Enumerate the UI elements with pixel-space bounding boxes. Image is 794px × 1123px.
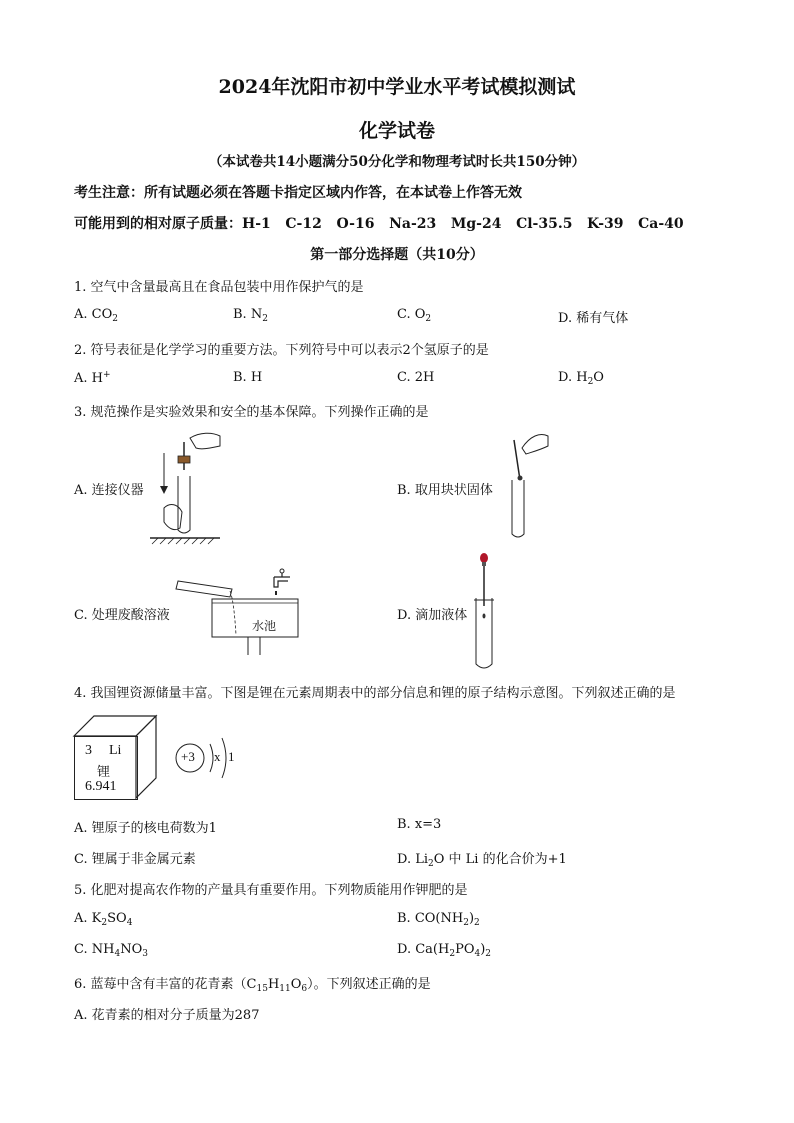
q3-option-c: C. 处理废酸溶液 [74,608,170,623]
element-name: 锂 [97,765,111,780]
exam-note: （本试卷共14小题满分50分化学和物理考试时长共150分钟） [208,154,586,170]
element-symbol: Li [109,743,122,758]
q5-option-a: A. $K_2SO_4$ [74,911,133,928]
element-mass: 6.941 [85,779,117,794]
question-3-stem: 3. 规范操作是实验效果和安全的基本保障。下列操作正确的是 [74,405,429,420]
q3-option-b: B. 取用块状固体 [397,483,493,498]
question-1-stem: 1. 空气中含量最高且在食品包装中用作保护气的是 [74,280,364,295]
sink-label: 水池 [252,619,277,633]
q3-option-a: A. 连接仪器 [74,483,144,498]
q2-option-c: C. 2H [397,370,435,385]
element-card [74,736,138,800]
q1-option-b: B. $N_2$ [233,307,268,324]
q4-option-a: A. 锂原子的核电荷数为1 [74,821,217,836]
q5-option-d: D. $Ca(H_2PO_4)_2$ [397,942,492,959]
q1-option-c: C. $O_2$ [397,307,432,324]
question-4-stem: 4. 我国锂资源储量丰富。下图是锂在元素周期表中的部分信息和锂的原子结构示意图。下列叙述正确的是 [74,686,676,701]
notice: 考生注意：所有试题必须在答题卡指定区域内作答，在本试卷上作答无效 [74,185,522,201]
figure-connect-apparatus [150,428,230,548]
q1-option-a: A. $CO_2$ [74,307,118,324]
q4-option-d: D. $Li_2O$ 中 Li 的化合价为+1 [397,852,567,869]
q4-option-c: C. 锂属于非金属元素 [74,852,196,867]
q6-option-a: A. 花青素的相对分子质量为287 [74,1008,260,1023]
section-title: 第一部分选择题（共10分） [310,247,484,263]
question-6-stem: 6. 蓝莓中含有丰富的花青素$(C_{15}H_{11}O_6)$。下列叙述正确的是 [74,977,431,994]
q5-option-b: B. $CO(NH_2)_2$ [397,911,480,928]
q3-option-d: D. 滴加液体 [397,608,468,623]
q2-option-d: D. $H_2O$ [558,370,604,387]
subject-title: 化学试卷 [358,120,435,142]
exam-title: 2024年沈阳市初中学业水平考试模拟测试 [218,76,576,98]
figure-drip-liquid [470,552,500,672]
figure-dispose-acid [170,565,310,665]
figure-take-solid [500,430,560,545]
atom-shell-1: x [214,749,221,764]
q2-option-a: A. H+ [74,370,111,386]
q5-option-c: C. $NH_4NO_3$ [74,942,148,959]
element-number: 3 [85,743,92,758]
atom-nucleus: +3 [181,749,195,764]
q2-option-b: B. H [233,370,263,385]
question-2-stem: 2. 符号表征是化学学习的重要方法。下列符号中可以表示2个氢原子的是 [74,343,489,358]
atomic-mass: 可能用到的相对原子质量：H-1 C-12 O-16 Na-23 Mg-24 Cl-35.5 K-39 Ca-40 [74,216,684,232]
atom-shell-2: 1 [228,749,235,764]
q4-option-b: B. x=3 [397,817,442,832]
q1-option-d: D. 稀有气体 [558,311,629,326]
question-5-stem: 5. 化肥对提高农作物的产量具有重要作用。下列物质能用作钾肥的是 [74,883,468,898]
